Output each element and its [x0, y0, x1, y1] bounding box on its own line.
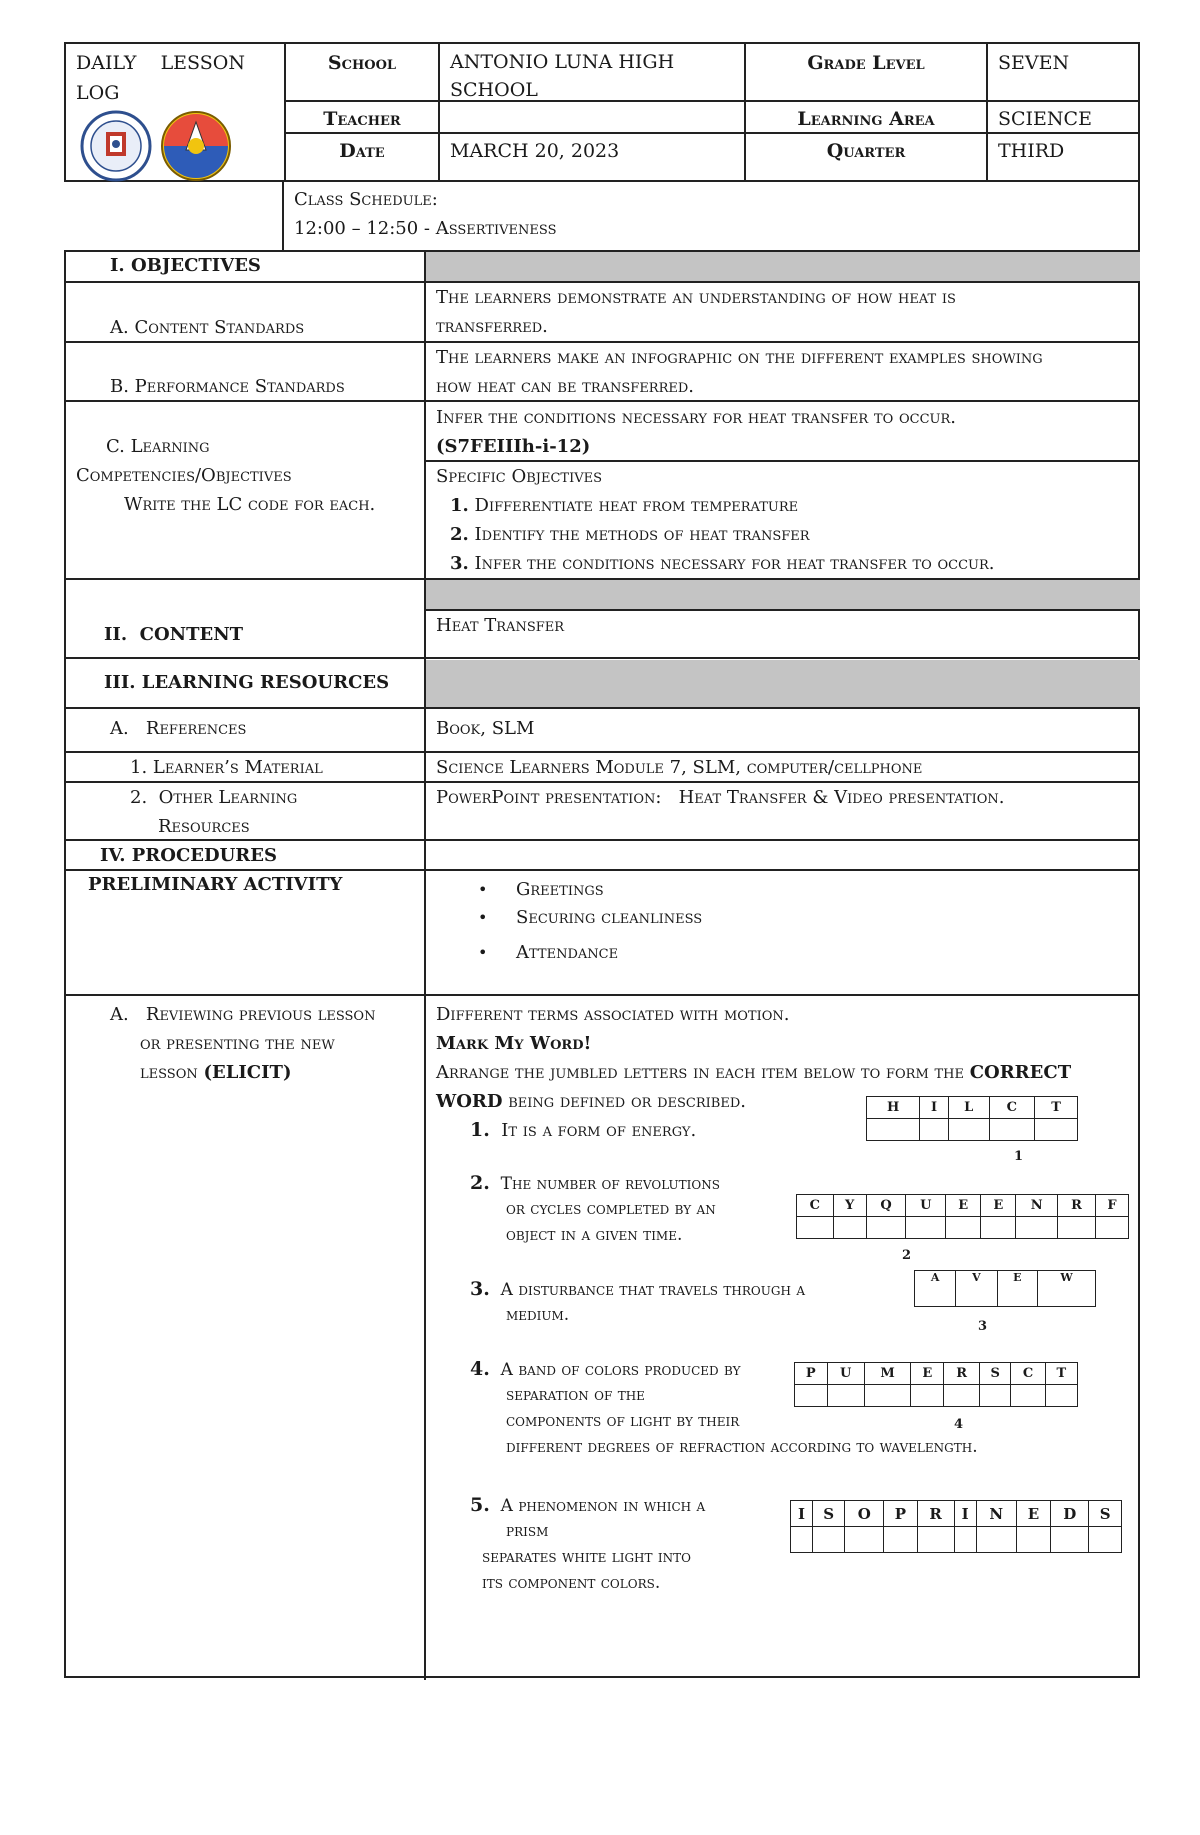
other-resources-value: PowerPoint presentation: Heat Transfer & Video presentation.: [436, 787, 1005, 808]
scramble-grid-2: C Y Q U E E N R F: [796, 1194, 1129, 1239]
lc-label-line1: C. Learning: [106, 436, 210, 457]
grade-level-value: SEVEN: [998, 52, 1070, 74]
learning-area-label: Learning Area: [797, 108, 935, 130]
item-2-line2: or cycles completed by an: [506, 1199, 716, 1219]
references-label: A. References: [110, 718, 247, 739]
scramble-grid-4: P U M E R S C T: [794, 1362, 1078, 1407]
item-1: 1. It is a form of energy.: [470, 1119, 697, 1141]
item-3-line1: 3. A disturbance that travels through a: [470, 1278, 805, 1300]
schedule-label: Class Schedule:: [294, 189, 438, 210]
quarter-label: Quarter: [826, 140, 906, 162]
preliminary-item-2: • Securing cleanliness: [516, 903, 702, 932]
content-value: Heat Transfer: [436, 615, 565, 636]
school-label: School: [327, 52, 397, 74]
learning-area-value: SCIENCE: [998, 108, 1092, 130]
deped-seal-icon: [82, 112, 150, 180]
lc-label-line3: Write the LC code for each.: [124, 494, 376, 515]
scramble-grid-5: I S O P R I N E D S: [790, 1500, 1122, 1553]
review-label-1: A. Reviewing previous lesson: [110, 1004, 376, 1025]
item-4-line3: components of light by their: [506, 1411, 740, 1431]
grid-label-1: 1: [1014, 1149, 1024, 1164]
item-4-line2: separation of the: [506, 1385, 645, 1405]
class-schedule: [282, 182, 1140, 250]
objectives-heading: I. OBJECTIVES: [110, 255, 261, 276]
resources-heading: III. LEARNING RESOURCES: [104, 672, 390, 693]
date-value: MARCH 20, 2023: [450, 140, 620, 162]
item-2-line1: 2. The number of revolutions: [470, 1172, 720, 1194]
school-logos: [80, 110, 240, 182]
lc-code: (S7FEIIIh-i-12): [436, 436, 591, 457]
review-label-2: or presenting the new: [140, 1033, 335, 1054]
performance-standards-line1: The learners make an infographic on the different examples showing: [436, 347, 1043, 368]
item-5-line2: prism: [506, 1521, 549, 1541]
instruction-line1: Arrange the jumbled letters in each item below to form the CORRECT: [436, 1062, 1072, 1083]
item-5-line4: its component colors.: [482, 1573, 661, 1593]
header-table: [64, 42, 1140, 182]
content-standards-label: A. Content Standards: [110, 317, 305, 338]
specific-objective-3: 3. Infer the conditions necessary for heat transfer to occur.: [450, 553, 995, 574]
quarter-value: THIRD: [998, 140, 1065, 162]
performance-standards-label: B. Performance Standards: [110, 376, 345, 397]
item-2-line3: object in a given time.: [506, 1225, 683, 1245]
preliminary-heading: PRELIMINARY ACTIVITY: [88, 874, 343, 895]
preliminary-item-3: • Attendance: [516, 938, 618, 967]
teacher-label: Teacher: [323, 108, 401, 130]
lc-label-line2: Competencies/Objectives: [76, 465, 292, 486]
content-standards-line1: The learners demonstrate an understanding of how heat is: [436, 287, 956, 308]
instruction-line2: WORD being defined or described.: [436, 1091, 746, 1112]
item-3-line2: medium.: [506, 1305, 570, 1325]
references-value: Book, SLM: [436, 718, 535, 739]
item-5-line3: separates white light into: [482, 1547, 692, 1567]
grade-level-label: Grade Level: [807, 52, 925, 74]
learners-material-value: Science Learners Module 7, SLM, computer/cellphone: [436, 757, 923, 778]
specific-objective-1: 1. Differentiate heat from temperature: [450, 495, 799, 516]
division-seal-icon: [162, 112, 230, 180]
review-label-3: lesson (ELICIT): [140, 1062, 292, 1083]
specific-objectives-heading: Specific Objectives: [436, 466, 603, 487]
date-label: Date: [339, 140, 385, 162]
preliminary-item-1: • Greetings: [516, 875, 604, 904]
grid-label-2: 2: [902, 1248, 912, 1263]
grid-label-3: 3: [978, 1319, 988, 1334]
content-heading: II. CONTENT: [104, 624, 244, 645]
dll-title: DAILY LESSON LOG: [76, 52, 245, 104]
grid-label-4: 4: [954, 1417, 964, 1432]
schedule-value: 12:00 – 12:50 - Assertiveness: [294, 218, 557, 239]
specific-objective-2: 2. Identify the methods of heat transfer: [450, 524, 810, 545]
lc-text: Infer the conditions necessary for heat transfer to occur.: [436, 407, 956, 428]
performance-standards-line2: how heat can be transferred.: [436, 376, 695, 397]
other-resources-label-1: 2. Other Learning: [130, 787, 298, 808]
scramble-grid-3: A V E W: [914, 1270, 1096, 1307]
item-4-line1: 4. A band of colors produced by: [470, 1358, 741, 1380]
school-value: ANTONIO LUNA HIGH SCHOOL: [450, 51, 675, 101]
other-resources-label-2: Resources: [158, 816, 250, 837]
scramble-grid-1: H I L C T: [866, 1096, 1078, 1141]
lesson-table: [64, 250, 1140, 1678]
learners-material-label: 1. Learner’s Material: [130, 757, 323, 778]
review-intro: Different terms associated with motion.: [436, 1004, 790, 1025]
item-4-line4: different degrees of refraction according to wavelength.: [506, 1437, 978, 1457]
procedures-heading: IV. PROCEDURES: [100, 845, 277, 866]
teacher-value: [440, 100, 744, 108]
activity-title: Mark My Word!: [436, 1033, 592, 1054]
item-5-line1: 5. A phenomenon in which a: [470, 1494, 706, 1516]
content-standards-line2: transferred.: [436, 316, 548, 337]
